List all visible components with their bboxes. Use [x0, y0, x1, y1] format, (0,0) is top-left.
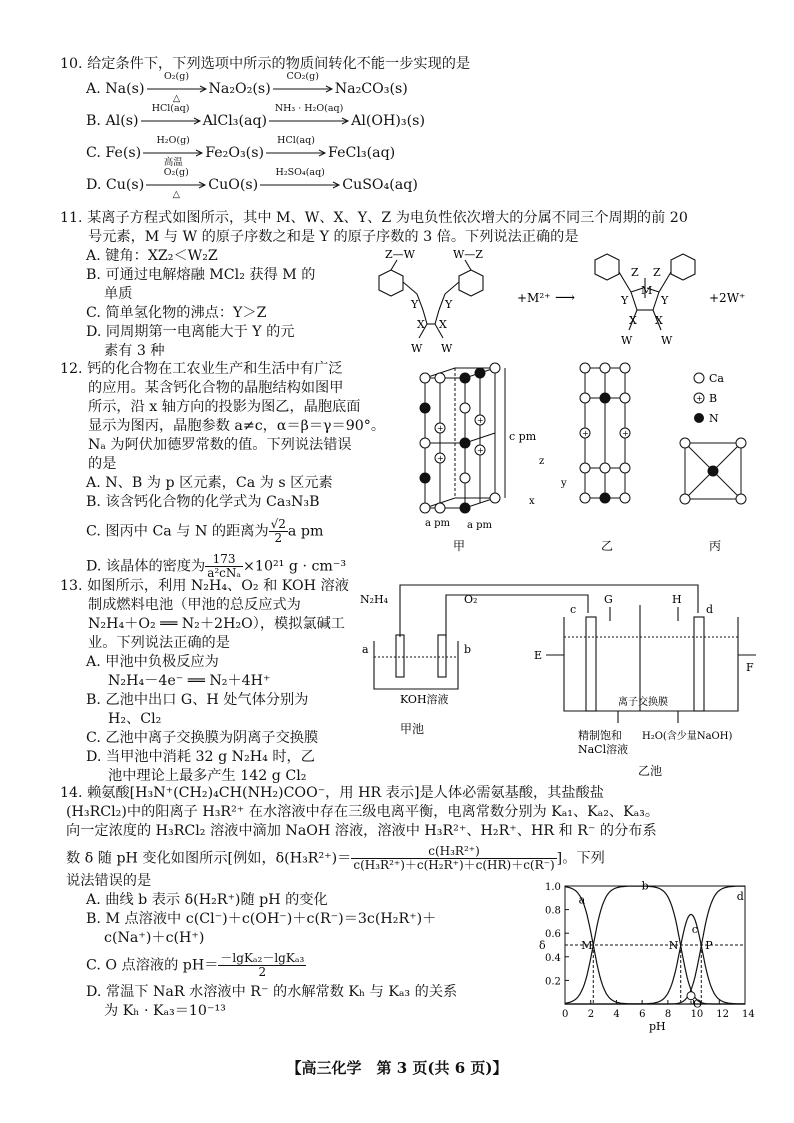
- reaction-arrow: HCl(aq): [139, 113, 203, 129]
- n-atom: [420, 403, 430, 413]
- x-tick-label: 6: [639, 1009, 646, 1020]
- series-label-b: b: [641, 879, 649, 893]
- question-10: [60, 55, 760, 202]
- q12-option-c: C. 图丙中 Ca 与 N 的距离为 $\frac{√2}{2}$ a pm: [86, 517, 324, 545]
- q12-stem-6: 的是: [88, 456, 117, 472]
- q11-fig-w1: W: [411, 342, 423, 355]
- q11-fig-w3: W: [621, 334, 633, 347]
- q12-option-d: D. 该晶体的密度为 $\frac{173}{\text{a²cNₐ}}$ ×10²¹ g · cm⁻³: [86, 552, 347, 580]
- x-tick-label: 12: [716, 1009, 730, 1020]
- q13-option-b-cont: H₂、Cl₂: [108, 711, 162, 727]
- reaction-arrow: H₂O(g) 高温: [141, 145, 205, 161]
- q11-fig-w4: W: [661, 334, 673, 347]
- page-footer: 【高三化学 第 3 页(共 6 页)】: [286, 1059, 508, 1077]
- ca-atom: [490, 363, 500, 373]
- q14-distribution-chart: [535, 878, 760, 1038]
- q10-option-a: [60, 71, 760, 106]
- q10-stem: 10. 给定条件下，下列选项中所示的物质间转化不能一步实现的是: [60, 56, 471, 72]
- q13-fig-koh: KOH溶液: [400, 693, 449, 706]
- q10-option-label: B.: [86, 113, 106, 129]
- q10-species: Cu(s): [105, 177, 145, 193]
- q10-option-d: [60, 167, 760, 202]
- q11-stem-1: 11. 某离子方程式如图所示，其中 M、W、X、Y、Z 为电负性依次增大的分属不同三个周期的前 20: [60, 210, 688, 226]
- q11-fig-plus-w: +2W⁺: [709, 291, 746, 305]
- q14-option-b-cont: c(Na⁺)＋c(H⁺): [104, 930, 205, 946]
- b-atom-plus: +: [477, 416, 484, 425]
- q14-stem-2: (H₃RCl₂)中的阳离子 H₃R²⁺ 在水溶液中存在三级电离平衡，电离常数分别为 Kₐ₁、Kₐ₂、Kₐ₃。: [66, 804, 660, 820]
- q11-fig-z2: Z: [653, 266, 661, 279]
- q12-fig-x: x: [529, 496, 535, 507]
- ca-atom: [600, 363, 610, 373]
- q12-fig-y: y: [561, 478, 567, 489]
- q10-species: Na(s): [105, 81, 145, 97]
- ca-atom: [420, 438, 430, 448]
- reaction-arrow: CO₂(g): [271, 81, 335, 97]
- q13-fig-a: a: [362, 643, 369, 656]
- x-tick-label: 10: [690, 1009, 704, 1020]
- q14-option-a: A. 曲线 b 表示 δ(H₂R⁺)随 pH 的变化: [86, 892, 328, 908]
- ca-atom: [620, 463, 630, 473]
- b-atom-plus: +: [622, 429, 629, 438]
- q11-fig-arrow: ⟶: [555, 290, 576, 306]
- q13-fig-g: G: [604, 593, 613, 606]
- q12-fig-yi: 乙: [601, 539, 614, 553]
- ca-atom: [580, 493, 590, 503]
- y-tick-label: 1.0: [545, 882, 561, 893]
- ca-atom: [600, 463, 610, 473]
- n-atom: [708, 466, 718, 476]
- q11-fig-y1: Y: [411, 298, 419, 311]
- q11-option-b-cont: 单质: [104, 286, 133, 302]
- q10-species: Na₂O₂(s): [208, 81, 271, 97]
- series-label-a: a: [578, 893, 586, 907]
- q13-option-d: D. 当甲池中消耗 32 g N₂H₄ 时，乙: [86, 749, 315, 765]
- ca-atom: [580, 393, 590, 403]
- q11-fig-y2: Y: [445, 298, 453, 311]
- q10-species: Al(OH)₃(s): [351, 113, 425, 129]
- q10-option-label: D.: [86, 177, 106, 193]
- q11-fig-z1: Z: [631, 266, 639, 279]
- x-tick-label: 0: [562, 1009, 569, 1020]
- ca-atom: [580, 463, 590, 473]
- q11-option-d-cont: 素有 3 种: [104, 343, 165, 359]
- q12-legend-n-marker: [694, 413, 704, 423]
- reaction-arrow: O₂(g) △: [145, 81, 209, 97]
- b-atom-plus: +: [437, 424, 444, 433]
- q12-legend-b: B: [709, 392, 718, 405]
- x-tick-label: 14: [742, 1009, 755, 1020]
- q11-option-d: D. 同周期第一电离能大于 Y 的元: [86, 324, 295, 340]
- point-label-P: P: [705, 939, 713, 952]
- q14-stem-1: 14. 赖氨酸[H₃N⁺(CH₂)₄CH(NH₂)COO⁻，用 HR 表示]是人体必需氨基酸，其盐酸盐: [60, 785, 604, 801]
- q11-fig-x4: X: [655, 314, 663, 327]
- q13-fig-jiachi: 甲池: [400, 722, 425, 736]
- b-atom-plus: +: [437, 454, 444, 463]
- question-12: [60, 360, 420, 580]
- ca-atom: [460, 403, 470, 413]
- q11-fig-x2: X: [439, 318, 447, 331]
- q12-stem-4: 显示为图丙，晶胞参数 a≠c，α＝β＝γ＝90°。: [88, 418, 386, 434]
- point-label-N: N: [668, 939, 679, 952]
- ca-atom: [580, 363, 590, 373]
- q12-fig-bing: 丙: [709, 539, 722, 553]
- q12-stem-3: 所示，沿 x 轴方向的投影为图乙，晶胞底面: [88, 399, 361, 415]
- q13-fig-nacl-2: NaCl溶液: [578, 743, 629, 756]
- reaction-arrow: HCl(aq): [264, 145, 328, 161]
- ca-atom: [420, 503, 430, 513]
- ca-atom: [420, 373, 430, 383]
- q11-stem-2: 号元素，M 与 W 的原子序数之和是 Y 的原子序数的 3 倍。下列说法正确的是: [88, 229, 579, 245]
- q10-option-label: A.: [86, 81, 106, 97]
- q13-option-b: B. 乙池中出口 G、H 处气体分别为: [86, 692, 309, 708]
- n-atom: [420, 473, 430, 483]
- q12-stem-5: Nₐ 为阿伏加德罗常数的值。下列说法错误: [88, 437, 352, 453]
- q13-stem-1: 13. 如图所示，利用 N₂H₄、O₂ 和 KOH 溶液: [60, 578, 349, 594]
- q11-fig-y3: Y: [621, 294, 629, 307]
- y-tick-label: 0.6: [545, 929, 561, 941]
- reaction-arrow: O₂(g) △: [144, 177, 208, 193]
- q12-fig-z: z: [539, 456, 545, 467]
- q12-legend-ca-marker: [694, 373, 704, 383]
- q12-fig-apm1: a pm: [425, 518, 451, 529]
- q11-fig-wz: W—Z: [453, 248, 483, 261]
- q11-fig-plus-m: +M²⁺: [517, 291, 551, 305]
- q10-species: Al(s): [105, 113, 139, 129]
- q11-fig-x1: X: [417, 318, 425, 331]
- q11-option-b: B. 可通过电解熔融 MCl₂ 获得 M 的: [86, 267, 316, 283]
- y-tick-label: 0.4: [545, 952, 561, 964]
- reaction-arrow: H₂SO₄(aq): [258, 177, 342, 193]
- q14-option-b: B. M 点溶液中 c(Cl⁻)＋c(OH⁻)＋c(R⁻)＝3c(H₂R⁺)＋: [86, 911, 437, 927]
- point-label-O: O: [693, 997, 703, 1011]
- n-atom: [600, 393, 610, 403]
- y-tick-label: 0.2: [545, 976, 561, 988]
- ca-atom: [460, 473, 470, 483]
- q13-option-c: C. 乙池中离子交换膜为阴离子交换膜: [86, 730, 319, 746]
- q10-species: AlCl₃(aq): [202, 113, 268, 129]
- q14-stem-3: 向一定浓度的 H₃RCl₂ 溶液中滴加 NaOH 溶液，溶液中 H₃R²⁺、H₂R⁺、HR 和 R⁻ 的分布系: [66, 823, 657, 839]
- q13-fig-membrane: 离子交换膜: [618, 697, 668, 708]
- q13-fig-c: c: [570, 603, 577, 616]
- ca-atom: [620, 363, 630, 373]
- b-atom-plus: +: [477, 446, 484, 455]
- q10-species: Fe₂O₃(s): [205, 145, 265, 161]
- ca-atom: [736, 494, 746, 504]
- q13-option-d-cont: 池中理论上最多产生 142 g Cl₂: [108, 768, 307, 784]
- q13-fig-e: E: [534, 649, 543, 662]
- q11-fig-w2: W: [441, 342, 453, 355]
- q12-legend-ca: Ca: [709, 372, 724, 385]
- q12-option-a: A. N、B 为 p 区元素，Ca 为 s 区元素: [86, 475, 333, 491]
- q12-fig-apm2: a pm: [467, 520, 493, 531]
- q11-option-c: C. 简单氢化物的沸点：Y＞Z: [86, 305, 267, 321]
- reaction-arrow: NH₃ · H₂O(aq): [267, 113, 351, 129]
- ca-atom: [680, 438, 690, 448]
- q12-legend-b-plus: +: [696, 394, 703, 403]
- question-13: [60, 577, 400, 786]
- q13-fig-b: b: [464, 643, 472, 656]
- ca-atom: [620, 393, 630, 403]
- q13-stem-4: 业。下列说法正确的是: [88, 635, 230, 651]
- q10-species: CuO(s): [208, 177, 259, 193]
- ca-atom: [435, 373, 445, 383]
- q13-fig-yichi: 乙池: [638, 764, 663, 777]
- q11-reaction-figure: [355, 248, 755, 360]
- series-label-c: c: [691, 923, 698, 937]
- q14-stem-5: 说法错误的是: [66, 873, 152, 889]
- x-tick-label: 2: [587, 1009, 595, 1020]
- x-tick-label: 4: [613, 1009, 620, 1020]
- q14-option-d-cont: 为 Kₕ · Kₐ₃＝10⁻¹³: [104, 1003, 226, 1019]
- b-atom-plus: +: [582, 429, 589, 438]
- n-atom: [460, 438, 470, 448]
- q13-cell-figure: [360, 577, 760, 777]
- y-axis-label: δ: [539, 939, 546, 952]
- q12-stem-1: 12. 钙的化合物在工农业生产和生活中有广泛: [60, 361, 343, 377]
- q12-crystal-figure: [405, 358, 765, 558]
- q10-species: Na₂CO₃(s): [334, 81, 408, 97]
- ca-atom: [620, 493, 630, 503]
- q10-species: CuSO₄(aq): [342, 177, 418, 193]
- q13-fig-f: F: [746, 661, 754, 674]
- x-tick-label: 8: [664, 1009, 672, 1020]
- n-atom: [460, 503, 470, 513]
- q10-species: FeCl₃(aq): [328, 145, 396, 161]
- ca-atom: [435, 503, 445, 513]
- q14-option-d: D. 常温下 NaR 水溶液中 R⁻ 的水解常数 Kₕ 与 Kₐ₃ 的关系: [86, 984, 458, 1000]
- q13-stem-3: N₂H₄＋O₂ ══ N₂＋2H₂O），模拟氯碱工: [88, 616, 345, 632]
- y-tick-label: 0.8: [545, 905, 561, 917]
- series-c: [565, 914, 745, 1004]
- point-label-M: M: [581, 939, 593, 952]
- ca-atom: [680, 494, 690, 504]
- q13-option-a: A. 甲池中负极反应为: [86, 654, 219, 670]
- q10-option-b: [60, 103, 760, 138]
- q12-stem-2: 的应用。某含钙化合物的晶胞结构如图甲: [88, 380, 344, 396]
- q11-fig-x3: X: [629, 314, 637, 327]
- ca-atom: [736, 438, 746, 448]
- q12-fig-jia: 甲: [453, 539, 466, 553]
- q13-fig-d: d: [706, 603, 714, 616]
- n-atom: [460, 373, 470, 383]
- q14-stem-4: 数 δ 随 pH 变化如图所示[例如，δ(H₃R²⁺)＝ $\frac{\text{c(H₃R²⁺)}}{\text{c(H₃R²⁺)＋c(H₂R⁺)＋c(HR)＋c(R⁻)}}$ ]。下列: [66, 844, 605, 872]
- n-atom: [475, 368, 485, 378]
- q13-fig-nacl-1: 精制饱和: [578, 729, 622, 742]
- q10-option-c: [60, 135, 760, 170]
- ca-atom: [490, 493, 500, 503]
- q11-fig-y4: Y: [661, 294, 669, 307]
- q13-fig-n2h4: N₂H₄: [360, 593, 389, 606]
- q12-fig-cpm: c pm: [509, 430, 537, 443]
- q11-fig-m: M: [641, 284, 653, 297]
- q13-fig-h: H: [672, 593, 682, 606]
- x-axis-label: pH: [649, 1020, 666, 1033]
- q13-option-a-cont: N₂H₄－4e⁻ ══ N₂＋4H⁺: [108, 673, 271, 689]
- q12-legend-n: N: [709, 412, 719, 425]
- q10-species: Fe(s): [105, 145, 142, 161]
- q11-option-a: A. 键角：XZ₂＜W₂Z: [86, 248, 218, 264]
- q11-fig-zw: Z—W: [385, 248, 415, 261]
- q10-option-label: C.: [86, 145, 106, 161]
- q14-option-c: C. O 点溶液的 pH＝ $\frac{\text{－lgKₐ₂－lgKₐ₃}}{2}$: [86, 951, 305, 979]
- q13-fig-o2: O₂: [464, 593, 478, 606]
- series-label-d: d: [736, 890, 744, 904]
- q13-stem-2: 制成燃料电池（甲池的总反应式为: [88, 597, 301, 613]
- q12-option-b: B. 该含钙化合物的化学式为 Ca₃N₃B: [86, 494, 320, 510]
- q13-fig-water: H₂O(含少量NaOH): [642, 731, 733, 742]
- n-atom: [600, 493, 610, 503]
